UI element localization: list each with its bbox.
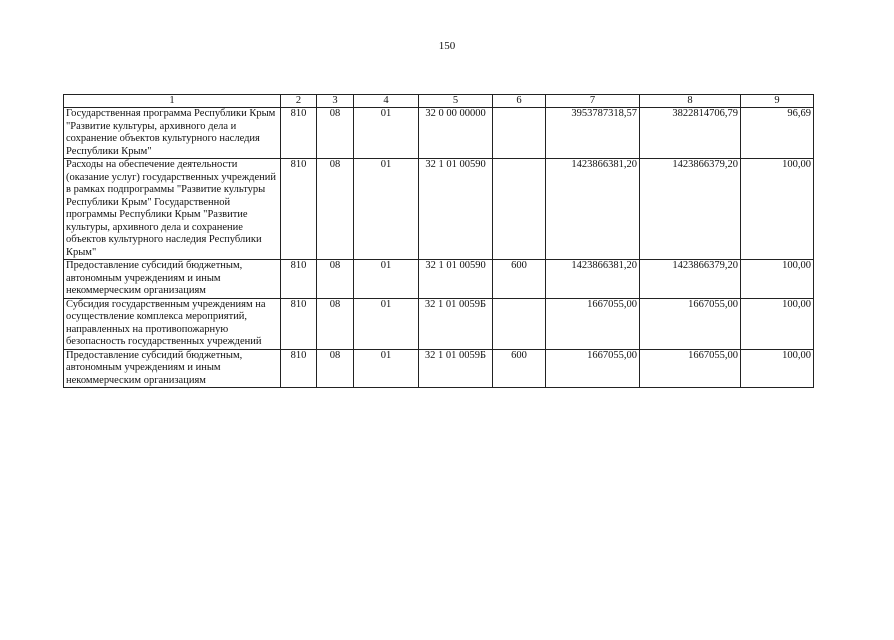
target-article-cell: 32 1 01 0059Б bbox=[419, 298, 493, 349]
subsection-code-cell: 01 bbox=[354, 108, 419, 159]
actual-amount-cell: 1667055,00 bbox=[640, 298, 741, 349]
expense-type-cell bbox=[493, 298, 546, 349]
subsection-code-cell: 01 bbox=[354, 159, 419, 260]
table-row bbox=[64, 108, 814, 159]
section-code-cell: 08 bbox=[317, 260, 354, 299]
target-article-cell: 32 1 01 0059Б bbox=[419, 349, 493, 388]
ministry-code-cell: 810 bbox=[281, 159, 317, 260]
section-code-cell: 08 bbox=[317, 108, 354, 159]
row-name-cell: Государственная программа Республики Крым "Развитие культуры, архивного дела и сохранение объектов культурного наследия Республики Крым" bbox=[64, 108, 281, 159]
column-header-2: 2 bbox=[281, 95, 317, 108]
table-row bbox=[64, 349, 814, 388]
section-code-cell: 08 bbox=[317, 298, 354, 349]
expense-type-cell bbox=[493, 159, 546, 260]
expense-type-cell: 600 bbox=[493, 349, 546, 388]
table-row bbox=[64, 260, 814, 299]
actual-amount-cell: 1423866379,20 bbox=[640, 159, 741, 260]
target-article-cell: 32 1 01 00590 bbox=[419, 159, 493, 260]
actual-amount-cell: 3822814706,79 bbox=[640, 108, 741, 159]
section-code-cell: 08 bbox=[317, 349, 354, 388]
target-article-cell: 32 0 00 00000 bbox=[419, 108, 493, 159]
execution-percent-cell: 100,00 bbox=[741, 349, 814, 388]
table-header-row bbox=[64, 95, 814, 108]
column-header-4: 4 bbox=[354, 95, 419, 108]
actual-amount-cell: 1423866379,20 bbox=[640, 260, 741, 299]
page-number: 150 bbox=[438, 40, 456, 52]
row-name-cell: Расходы на обеспечение деятельности (оказание услуг) государственных учреждений в рамках подпрограммы "Развитие культуры Республики Крым" Государственной программы Республики Крым "Развитие культуры, архивного дела и сохранение объектов культурного наследия Республики Крым" bbox=[64, 159, 281, 260]
planned-amount-cell: 1423866381,20 bbox=[546, 159, 640, 260]
column-header-9: 9 bbox=[741, 95, 814, 108]
ministry-code-cell: 810 bbox=[281, 298, 317, 349]
budget-table bbox=[63, 94, 814, 388]
ministry-code-cell: 810 bbox=[281, 349, 317, 388]
column-header-3: 3 bbox=[317, 95, 354, 108]
subsection-code-cell: 01 bbox=[354, 298, 419, 349]
expense-type-cell: 600 bbox=[493, 260, 546, 299]
planned-amount-cell: 1423866381,20 bbox=[546, 260, 640, 299]
planned-amount-cell: 1667055,00 bbox=[546, 298, 640, 349]
ministry-code-cell: 810 bbox=[281, 260, 317, 299]
column-header-6: 6 bbox=[493, 95, 546, 108]
execution-percent-cell: 96,69 bbox=[741, 108, 814, 159]
subsection-code-cell: 01 bbox=[354, 349, 419, 388]
planned-amount-cell: 3953787318,57 bbox=[546, 108, 640, 159]
execution-percent-cell: 100,00 bbox=[741, 260, 814, 299]
target-article-cell: 32 1 01 00590 bbox=[419, 260, 493, 299]
section-code-cell: 08 bbox=[317, 159, 354, 260]
subsection-code-cell: 01 bbox=[354, 260, 419, 299]
table-row bbox=[64, 298, 814, 349]
column-header-5: 5 bbox=[419, 95, 493, 108]
planned-amount-cell: 1667055,00 bbox=[546, 349, 640, 388]
execution-percent-cell: 100,00 bbox=[741, 298, 814, 349]
execution-percent-cell: 100,00 bbox=[741, 159, 814, 260]
table-row bbox=[64, 159, 814, 260]
row-name-cell: Предоставление субсидий бюджетным, автономным учреждениям и иным некоммерческим организациям bbox=[64, 349, 281, 388]
expense-type-cell bbox=[493, 108, 546, 159]
row-name-cell: Предоставление субсидий бюджетным, автономным учреждениям и иным некоммерческим организациям bbox=[64, 260, 281, 299]
row-name-cell: Субсидия государственным учреждениям на осуществление комплекса мероприятий, направленных на противопожарную безопасность государственных учреждений bbox=[64, 298, 281, 349]
ministry-code-cell: 810 bbox=[281, 108, 317, 159]
column-header-8: 8 bbox=[640, 95, 741, 108]
column-header-1: 1 bbox=[64, 95, 281, 108]
actual-amount-cell: 1667055,00 bbox=[640, 349, 741, 388]
column-header-7: 7 bbox=[546, 95, 640, 108]
